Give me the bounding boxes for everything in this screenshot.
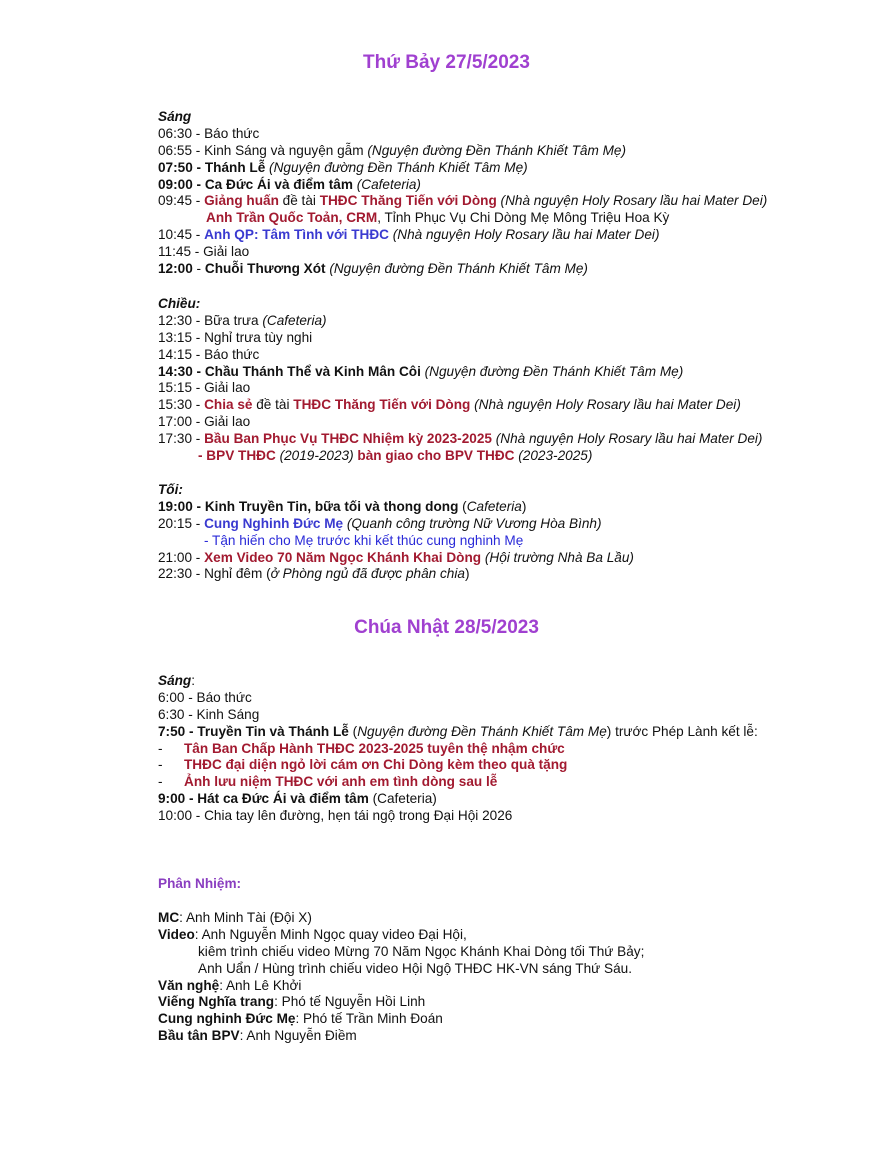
schedule-item: 20:15 - Cung Nghinh Đức Mẹ (Quanh công trường Nữ Vương Hòa Bình) bbox=[158, 515, 602, 531]
duty-item-continuation: Anh Uẩn / Hùng trình chiếu video Hội Ngộ THĐC HK-VN sáng Thứ Sáu. bbox=[198, 960, 632, 976]
schedule-item: 15:30 - Chia sẻ đề tài THĐC Thăng Tiến với Dòng (Nhà nguyện Holy Rosary lầu hai Mater Dei) bbox=[158, 397, 741, 413]
duties-list bbox=[158, 910, 878, 1045]
schedule-item: 7:50 - Truyền Tin và Thánh Lễ (Nguyện đường Đền Thánh Khiết Tâm Mẹ) trước Phép Lành kết lễ: bbox=[158, 723, 758, 739]
sunday-morning bbox=[158, 673, 878, 825]
schedule-item: 17:00 - Giải lao bbox=[158, 414, 251, 430]
section-label: Sáng bbox=[158, 109, 192, 124]
schedule-item: 17:30 - Bầu Ban Phục Vụ THĐC Nhiệm kỳ 2023-2025 (Nhà nguyện Holy Rosary lầu hai Mater Dei) bbox=[158, 431, 763, 447]
schedule-item-continuation: Anh Trần Quốc Toản, CRM, Tỉnh Phục Vụ Chi Dòng Mẹ Mông Triệu Hoa Kỳ bbox=[206, 210, 670, 226]
schedule-item: 10:45 - Anh QP: Tâm Tình với THĐC (Nhà nguyện Holy Rosary lầu hai Mater Dei) bbox=[158, 227, 660, 243]
bullet-item: - Tân Ban Chấp Hành THĐC 2023-2025 tuyên thệ nhậm chức bbox=[158, 740, 565, 756]
duty-item: Cung nghinh Đức Mẹ: Phó tế Trần Minh Đoán bbox=[158, 1011, 443, 1027]
duty-item: Bầu tân BPV: Anh Nguyễn Điềm bbox=[158, 1028, 357, 1044]
schedule-item: 15:15 - Giải lao bbox=[158, 380, 251, 396]
schedule-item: 14:30 - Chầu Thánh Thể và Kinh Mân Côi (Nguyện đường Đền Thánh Khiết Tâm Mẹ) bbox=[158, 363, 684, 379]
schedule-item: 14:15 - Báo thức bbox=[158, 346, 260, 362]
schedule-item: 11:45 - Giải lao bbox=[158, 244, 250, 260]
schedule-item: 9:00 - Hát ca Đức Ái và điểm tâm (Cafeteria) bbox=[158, 791, 437, 807]
schedule-item: 12:00 - Chuỗi Thương Xót (Nguyện đường Đền Thánh Khiết Tâm Mẹ) bbox=[158, 261, 588, 277]
schedule-item: 21:00 - Xem Video 70 Năm Ngọc Khánh Khai Dòng (Hội trường Nhà Ba Lầu) bbox=[158, 549, 634, 565]
saturday-morning bbox=[158, 109, 878, 278]
bullet-item: - Ảnh lưu niệm THĐC với anh em tình dòng sau lễ bbox=[158, 774, 498, 790]
duty-item: Văn nghệ: Anh Lê Khởi bbox=[158, 977, 302, 993]
schedule-item: 09:00 - Ca Đức Ái và điểm tâm (Cafeteria) bbox=[158, 176, 421, 192]
schedule-item: 13:15 - Nghỉ trưa tùy nghi bbox=[158, 329, 313, 345]
sunday-title: Chúa Nhật 28/5/2023 bbox=[354, 617, 539, 638]
schedule-item: 07:50 - Thánh Lễ (Nguyện đường Đền Thánh Khiết Tâm Mẹ) bbox=[158, 159, 528, 175]
schedule-item: 19:00 - Kinh Truyền Tin, bữa tối và thong dong (Cafeteria) bbox=[158, 498, 527, 514]
saturday-evening bbox=[158, 482, 878, 583]
schedule-item: 6:30 - Kinh Sáng bbox=[158, 706, 260, 722]
duty-item: Viếng Nghĩa trang: Phó tế Nguyễn Hồi Linh bbox=[158, 994, 426, 1010]
saturday-afternoon bbox=[158, 296, 878, 465]
schedule-item: 09:45 - Giảng huấn đề tài THĐC Thăng Tiến với Dòng (Nhà nguyện Holy Rosary lầu hai Mater Dei) bbox=[158, 193, 768, 209]
schedule-item-continuation: - BPV THĐC (2019-2023) bàn giao cho BPV THĐC (2023-2025) bbox=[198, 448, 593, 464]
schedule-item: 06:55 - Kinh Sáng và nguyện gẫm (Nguyện đường Đền Thánh Khiết Tâm Mẹ) bbox=[158, 142, 626, 158]
section-label: Tối: bbox=[158, 482, 183, 497]
section-label: Chiều: bbox=[158, 296, 201, 311]
saturday-title: Thứ Bảy 27/5/2023 bbox=[363, 52, 530, 73]
duty-item-continuation: kiêm trình chiếu video Mừng 70 Năm Ngọc Khánh Khai Dòng tối Thứ Bảy; bbox=[198, 943, 645, 959]
schedule-item: 22:30 - Nghỉ đêm (ở Phòng ngủ đã được phân chia) bbox=[158, 566, 470, 582]
bullet-item: - THĐC đại diện ngỏ lời cám ơn Chi Dòng kèm theo quà tặng bbox=[158, 757, 568, 773]
schedule-item: 12:30 - Bữa trưa (Cafeteria) bbox=[158, 312, 327, 328]
schedule-item: 6:00 - Báo thức bbox=[158, 689, 252, 705]
schedule-item: 06:30 - Báo thức bbox=[158, 125, 260, 141]
duty-item: MC: Anh Minh Tài (Đội X) bbox=[158, 910, 312, 925]
section-label: Sáng: bbox=[158, 673, 196, 688]
schedule-item: 10:00 - Chia tay lên đường, hẹn tái ngộ trong Đại Hội 2026 bbox=[158, 808, 513, 824]
duties-title: Phân Nhiệm: bbox=[158, 876, 242, 891]
schedule-item-note: - Tận hiến cho Mẹ trước khi kết thúc cung nghinh Mẹ bbox=[204, 532, 524, 548]
duty-item: Video: Anh Nguyễn Minh Ngọc quay video Đại Hội, bbox=[158, 926, 467, 942]
